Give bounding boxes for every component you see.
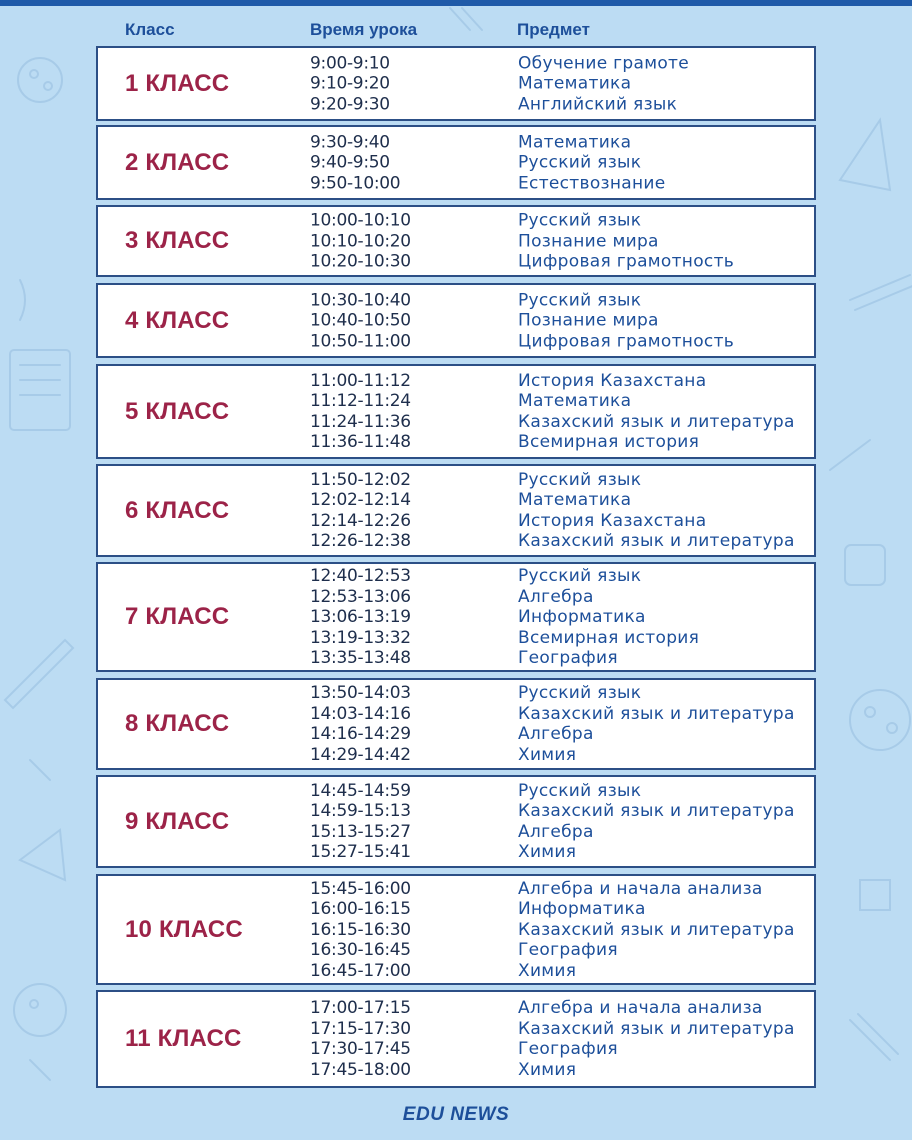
lesson-time: 17:45-18:00 — [310, 1059, 411, 1080]
lesson-time: 17:30-17:45 — [310, 1039, 411, 1059]
grade-label: 6 КЛАСС — [125, 496, 230, 524]
lesson-time: 13:06-13:19 — [310, 606, 411, 627]
subject-name: Цифровая грамотность — [518, 251, 735, 272]
grade-label: 4 КЛАСС — [125, 306, 230, 334]
lesson-time: 11:36-11:48 — [310, 432, 411, 452]
subject-name: Познание мира — [518, 230, 659, 251]
lesson-time: 15:45-16:00 — [310, 878, 411, 899]
lesson-time: 15:27-15:41 — [310, 842, 411, 862]
lesson-time: 16:30-16:45 — [310, 939, 411, 960]
grade-label: 11 КЛАСС — [125, 1025, 242, 1052]
subjects — [518, 566, 699, 669]
subject-name: Математика — [518, 73, 632, 94]
subject-name: Всемирная история — [518, 432, 700, 452]
lesson-times — [310, 210, 411, 272]
subjects — [518, 470, 795, 552]
subject-name: Русский язык — [518, 210, 642, 231]
lesson-time: 14:59-15:13 — [310, 801, 411, 821]
subject-name: География — [518, 1039, 618, 1059]
lesson-times — [310, 371, 411, 453]
lesson-time: 11:12-11:24 — [310, 391, 411, 411]
header-class: Класс — [125, 20, 175, 39]
lesson-time: 14:29-14:42 — [310, 744, 411, 765]
subject-name: Английский язык — [518, 93, 678, 114]
subject-name: Русский язык — [518, 469, 642, 490]
subjects — [518, 878, 795, 981]
table-header — [0, 20, 912, 42]
lesson-time: 14:16-14:29 — [310, 724, 411, 744]
subjects — [518, 683, 795, 765]
subject-name: Русский язык — [518, 780, 642, 801]
subject-name: История Казахстана — [518, 370, 707, 391]
subject-name: Алгебра — [518, 724, 594, 744]
subject-name: Всемирная история — [518, 627, 700, 648]
lesson-time: 9:50-10:00 — [310, 172, 401, 193]
lesson-time: 16:00-16:15 — [310, 898, 411, 919]
lesson-time: 13:19-13:32 — [310, 627, 411, 648]
subject-name: Казахский язык и литература — [518, 1018, 795, 1039]
subject-name: Познание мира — [518, 310, 659, 331]
grade-label: 5 КЛАСС — [125, 397, 230, 425]
lesson-time: 9:10-9:20 — [310, 73, 390, 94]
lesson-time: 13:35-13:48 — [310, 647, 411, 668]
lesson-time: 10:30-10:40 — [310, 289, 411, 310]
schedule-row-grade-2 — [96, 125, 816, 200]
grade-label: 7 КЛАСС — [125, 603, 230, 630]
subject-name: Информатика — [518, 898, 646, 919]
schedule-row-grade-8 — [96, 678, 816, 770]
footer-brand: EDU NEWS — [402, 1104, 510, 1125]
lesson-times — [310, 683, 411, 765]
subject-name: Русский язык — [518, 289, 642, 310]
lesson-times — [310, 290, 411, 352]
lesson-times — [310, 878, 411, 981]
subject-name: Математика — [518, 131, 632, 152]
lesson-time: 10:40-10:50 — [310, 310, 411, 331]
subjects — [518, 371, 795, 453]
subjects — [518, 290, 734, 352]
subject-name: Казахский язык и литература — [518, 531, 795, 551]
lesson-time: 9:40-9:50 — [310, 152, 390, 173]
subject-name: Алгебра — [518, 821, 594, 842]
header-time: Время урока — [310, 20, 418, 39]
lesson-time: 12:53-13:06 — [310, 586, 411, 607]
lesson-time: 12:26-12:38 — [310, 531, 411, 551]
lesson-time: 14:03-14:16 — [310, 703, 411, 724]
subject-name: Казахский язык и литература — [518, 411, 795, 432]
subjects — [518, 132, 666, 194]
lesson-time: 17:00-17:15 — [310, 998, 411, 1018]
grade-label: 3 КЛАСС — [125, 227, 230, 254]
schedule-row-grade-10 — [96, 874, 816, 985]
grade-label: 9 КЛАСС — [125, 807, 230, 835]
schedule-row-grade-9 — [96, 775, 816, 868]
lesson-times — [310, 781, 411, 863]
lesson-time: 12:02-12:14 — [310, 490, 411, 510]
lesson-time: 9:20-9:30 — [310, 93, 390, 114]
subject-name: География — [518, 647, 618, 668]
subjects — [518, 53, 689, 115]
subject-name: Обучение грамоте — [518, 52, 689, 73]
grade-label: 10 КЛАСС — [125, 915, 243, 943]
grade-label: 2 КЛАСС — [125, 148, 230, 176]
subject-name: Казахский язык и литература — [518, 801, 795, 821]
subject-name: Химия — [518, 744, 577, 765]
subject-name: Казахский язык и литература — [518, 703, 795, 724]
lesson-time: 16:45-17:00 — [310, 960, 411, 981]
grade-label: 8 КЛАСС — [125, 710, 230, 737]
subject-name: Математика — [518, 490, 632, 510]
subject-name: Русский язык — [518, 152, 642, 173]
lesson-time: 10:10-10:20 — [310, 230, 411, 251]
schedule-row-grade-11 — [96, 990, 816, 1088]
lesson-times — [310, 53, 390, 115]
subject-name: История Казахстана — [518, 510, 707, 531]
header-subject: Предмет — [517, 20, 590, 39]
lesson-time: 9:30-9:40 — [310, 131, 390, 152]
subject-name: Естествознание — [518, 172, 666, 193]
grade-label: 1 КЛАСС — [125, 69, 230, 97]
subject-name: Алгебра и начала анализа — [518, 878, 763, 899]
lesson-time: 9:00-9:10 — [310, 52, 390, 73]
schedule-row-grade-7 — [96, 562, 816, 672]
subject-name: Русский язык — [518, 683, 642, 703]
lesson-time: 11:24-11:36 — [310, 411, 411, 432]
lesson-times — [310, 132, 400, 194]
schedule-row-grade-3 — [96, 205, 816, 277]
subjects — [518, 998, 795, 1080]
schedule-row-grade-6 — [96, 464, 816, 557]
subject-name: Цифровая грамотность — [518, 330, 735, 351]
subject-name: Казахский язык и литература — [518, 919, 795, 940]
lesson-times — [310, 566, 411, 669]
lesson-time: 10:50-11:00 — [310, 330, 411, 351]
lesson-time: 11:00-11:12 — [310, 370, 411, 391]
subjects — [518, 210, 734, 272]
schedule-row-grade-5 — [96, 364, 816, 459]
lesson-time: 17:15-17:30 — [310, 1018, 411, 1039]
lesson-time: 14:45-14:59 — [310, 780, 411, 801]
lesson-time: 12:14-12:26 — [310, 510, 411, 531]
lesson-time: 10:20-10:30 — [310, 251, 411, 272]
lesson-time: 11:50-12:02 — [310, 469, 411, 490]
lesson-time: 10:00-10:10 — [310, 210, 411, 231]
subject-name: Русский язык — [518, 565, 642, 586]
lesson-times — [310, 470, 411, 552]
subject-name: География — [518, 939, 618, 960]
schedule-row-grade-1 — [96, 46, 816, 121]
lesson-time: 16:15-16:30 — [310, 919, 411, 940]
lesson-time: 13:50-14:03 — [310, 683, 411, 703]
lesson-time: 15:13-15:27 — [310, 821, 411, 842]
subject-name: Химия — [518, 1059, 577, 1080]
lesson-times — [310, 998, 411, 1080]
schedule-row-grade-4 — [96, 283, 816, 358]
subject-name: Химия — [518, 960, 577, 981]
subject-name: Информатика — [518, 606, 646, 627]
subject-name: Алгебра — [518, 586, 594, 607]
subjects — [518, 781, 795, 863]
subject-name: Химия — [518, 842, 577, 862]
subject-name: Алгебра и начала анализа — [518, 998, 763, 1018]
subject-name: Математика — [518, 391, 632, 411]
lesson-time: 12:40-12:53 — [310, 565, 411, 586]
